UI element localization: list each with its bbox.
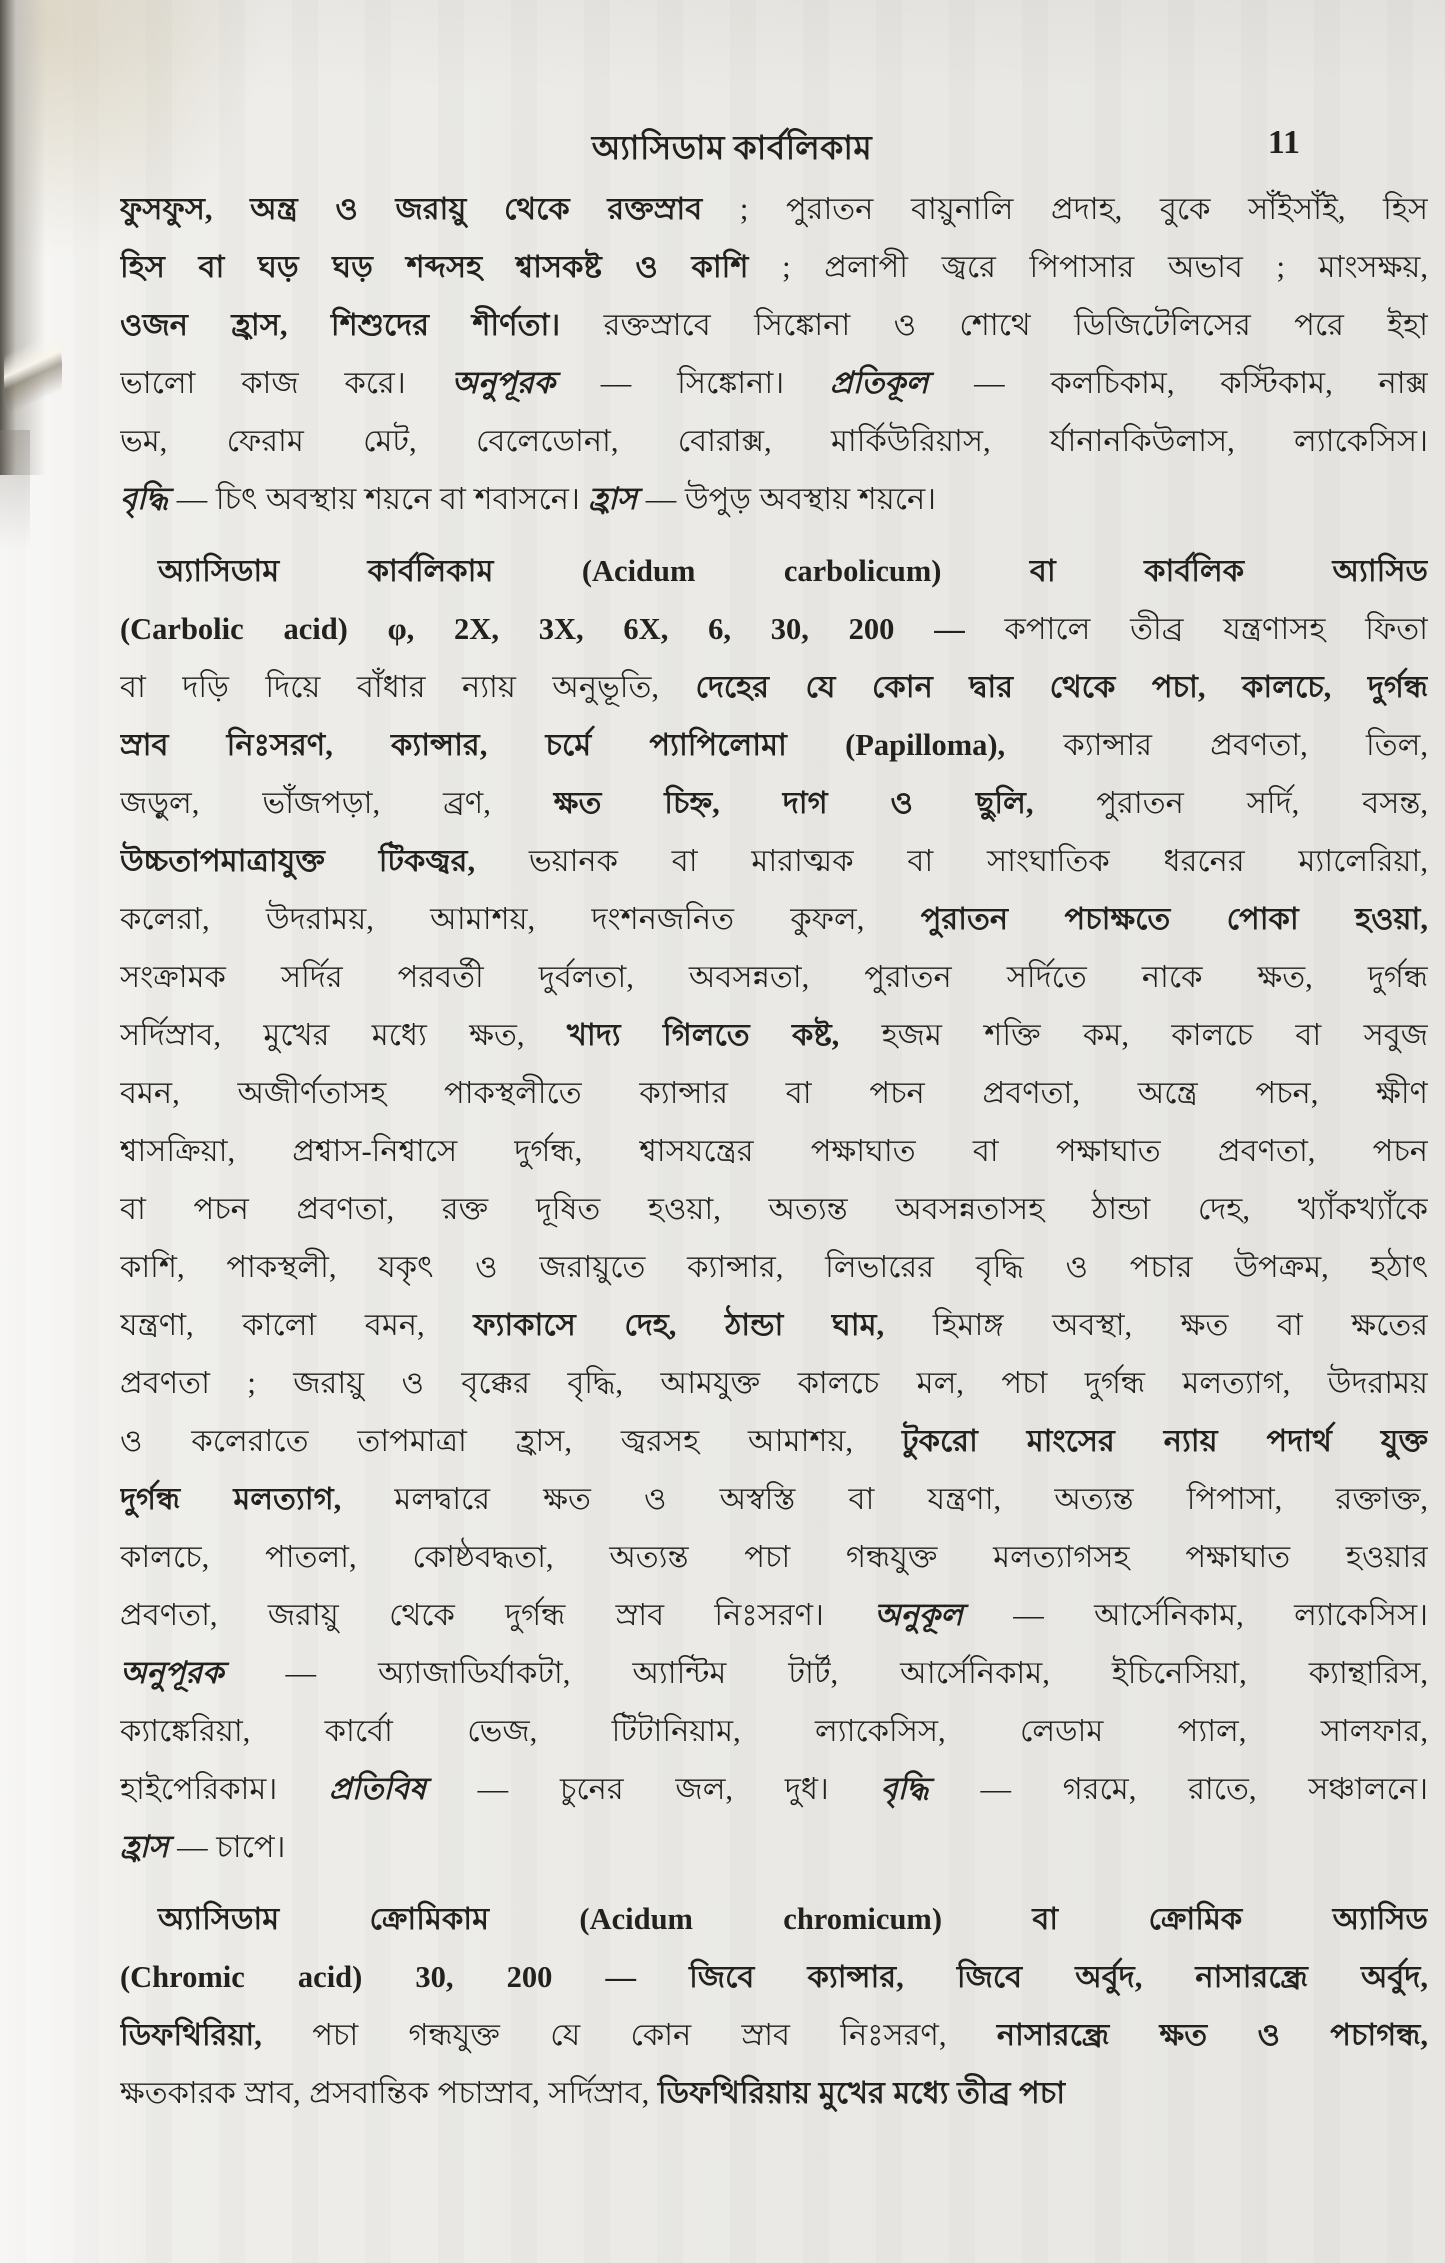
page-crease	[4, 315, 62, 430]
text-segment: ক্যান্সার প্রবণতা, তিল,	[1005, 728, 1428, 762]
text-segment: হিস বা ঘড় ঘড় শব্দসহ শ্বাসকষ্ট ও কাশি	[120, 250, 749, 284]
text-segment: কাশি, পাকস্থলী, যকৃৎ ও জরায়ুতে ক্যান্সার, লিভারের বৃদ্ধি ও পচার উপক্রম, হঠাৎ	[120, 1250, 1428, 1284]
text-segment: ও কলেরাতে তাপমাত্রা হ্রাস, জ্বরসহ আমাশয়,	[120, 1424, 902, 1458]
text-line	[120, 1470, 1428, 1528]
text-line	[120, 180, 1428, 238]
text-segment: সর্দিস্রাব, মুখের মধ্যে ক্ষত,	[120, 1018, 567, 1052]
para-acidum-chromicum	[120, 1890, 1428, 2122]
text-line	[120, 1296, 1428, 1354]
text-segment: ফুসফুস, অন্ত্র ও জরায়ু থেকে রক্তস্রাব	[120, 192, 703, 226]
text-line	[120, 890, 1428, 948]
text-segment: রক্তস্রাবে সিঙ্কোনা ও শোথে ডিজিটেলিসের পরে ইহা	[560, 308, 1428, 342]
text-segment: খাদ্য গিলতে কষ্ট,	[566, 1018, 840, 1052]
text-segment: নাসারন্ধ্রে ক্ষত ও পচাগন্ধ,	[996, 2018, 1428, 2052]
text-line	[120, 1760, 1428, 1818]
text-segment: — সিঙ্কোনা।	[555, 366, 830, 400]
para-acidum-carbolicum-intro	[120, 180, 1428, 528]
text-line	[120, 1122, 1428, 1180]
text-line	[120, 1528, 1428, 1586]
text-line	[120, 716, 1428, 774]
text-line	[120, 832, 1428, 890]
text-segment: জড়ুল, ভাঁজপড়া, ব্রণ,	[120, 786, 554, 820]
text-segment: উচ্চতাপমাত্রাযুক্ত টিকজ্বর,	[120, 844, 476, 878]
text-line	[120, 1006, 1428, 1064]
text-segment: প্রতিবিষ	[329, 1772, 426, 1806]
running-header-title: অ্যাসিডাম কার্বলিকাম	[591, 131, 873, 167]
text-segment: বৃদ্ধি	[120, 482, 169, 516]
text-segment: — উপুড় অবস্থায় শয়নে।	[637, 482, 937, 516]
text-segment: — গরমে, রাতে, সঞ্চালনে।	[928, 1772, 1428, 1806]
running-header	[120, 122, 1428, 176]
text-line	[120, 238, 1428, 296]
text-segment: অ্যাসিডাম কার্বলিকাম (Acidum carbolicum) বা কার্বলিক অ্যাসিড	[158, 554, 1428, 588]
text-segment: — অ্যাজাডির্যাকটা, অ্যান্টিম টার্ট, আর্সেনিকাম, ইচিনেসিয়া, ক্যান্থারিস,	[223, 1656, 1428, 1690]
text-segment: সংক্রামক সর্দির পরবর্তী দুর্বলতা, অবসন্নতা, পুরাতন সর্দিতে নাকে ক্ষত, দুর্গন্ধ	[120, 960, 1428, 994]
text-segment: — আর্সেনিকাম, ল্যাকেসিস।	[962, 1598, 1428, 1632]
text-segment: বা দড়ি দিয়ে বাঁধার ন্যায় অনুভূতি,	[120, 670, 696, 704]
text-segment: (Chromic acid) 30, 200 — জিবে ক্যান্সার, জিবে অর্বুদ, নাসারন্ধ্রে অর্বুদ,	[120, 1960, 1428, 1994]
text-line	[120, 1890, 1428, 1948]
text-line	[120, 1064, 1428, 1122]
text-segment: পচা গন্ধযুক্ত যে কোন স্রাব নিঃসরণ,	[261, 2018, 997, 2052]
text-segment: অনুপূরক	[120, 1656, 224, 1690]
text-segment: শ্বাসক্রিয়া, প্রশ্বাস-নিশ্বাসে দুর্গন্ধ, শ্বাসযন্ত্রের পক্ষাঘাত বা পক্ষাঘাত প্রবণতা, পচন	[120, 1134, 1428, 1168]
text-segment: হ্রাস	[120, 1830, 169, 1864]
text-line	[120, 354, 1428, 412]
text-segment: ভালো কাজ করে।	[120, 366, 452, 400]
text-segment: অনুপূরক	[451, 366, 555, 400]
text-segment: কালচে, পাতলা, কোষ্ঠবদ্ধতা, অত্যন্ত পচা গন্ধযুক্ত মলত্যাগসহ পক্ষাঘাত হওয়ার	[120, 1540, 1428, 1574]
text-segment: ভম, ফেরাম মেট, বেলেডোনা, বোরাক্স, মার্কিউরিয়াস, র্যানানকিউলাস, ল্যাকেসিস।	[120, 424, 1428, 458]
text-segment: হাইপেরিকাম।	[120, 1772, 329, 1806]
text-segment: যন্ত্রণা, কালো বমন,	[120, 1308, 474, 1342]
text-segment: অ্যাসিডাম ক্রোমিকাম (Acidum chromicum) বা ক্রোমিক অ্যাসিড	[158, 1902, 1428, 1936]
text-segment: দেহের যে কোন দ্বার থেকে পচা, কালচে, দুর্গন্ধ	[695, 670, 1428, 704]
text-line	[120, 1586, 1428, 1644]
text-line	[120, 470, 1428, 528]
text-line	[120, 1180, 1428, 1238]
text-segment: বৃদ্ধি	[880, 1772, 929, 1806]
text-line	[120, 412, 1428, 470]
text-segment: ওজন হ্রাস, শিশুদের শীর্ণতা।	[120, 308, 561, 342]
text-line	[120, 542, 1428, 600]
text-line	[120, 2064, 1428, 2122]
text-line	[120, 1948, 1428, 2006]
text-segment: বমন, অজীর্ণতাসহ পাকস্থলীতে ক্যান্সার বা পচন প্রবণতা, অন্ত্রে পচন, ক্ষীণ	[120, 1076, 1428, 1110]
text-segment: ভয়ানক বা মারাত্মক বা সাংঘাতিক ধরনের ম্যালেরিয়া,	[475, 844, 1428, 878]
text-segment: — চিৎ অবস্থায় শয়নে বা শবাসনে।	[168, 482, 589, 516]
text-line	[120, 296, 1428, 354]
text-segment: হ্রাস	[588, 482, 638, 516]
text-segment: ; প্রলাপী জ্বরে পিপাসার অভাব ; মাংসক্ষয়,	[748, 250, 1428, 284]
text-line	[120, 1702, 1428, 1760]
text-line	[120, 658, 1428, 716]
text-block	[120, 180, 1428, 2122]
text-segment: প্রতিকূল	[829, 366, 929, 400]
text-line	[120, 1354, 1428, 1412]
text-segment: টুকরো মাংসের ন্যায় পদার্থ যুক্ত	[901, 1424, 1428, 1458]
text-line	[120, 1818, 1428, 1876]
text-segment: ক্ষত চিহ্ন, দাগ ও ছুলি,	[553, 786, 1034, 820]
text-segment: ডিফথিরিয়া,	[120, 2018, 262, 2052]
text-segment: — কলচিকাম, কস্টিকাম, নাক্স	[928, 366, 1428, 400]
text-segment: — চাপে।	[168, 1830, 286, 1864]
text-segment: পুরাতন পচাক্ষতে পোকা হওয়া,	[920, 902, 1428, 936]
para-acidum-carbolicum-materia	[120, 542, 1428, 1876]
text-segment: ; পুরাতন বায়ুনালি প্রদাহ, বুকে সাঁইসাঁই, হিস	[702, 192, 1428, 226]
text-segment: (Carbolic acid) φ, 2X, 3X, 6X, 6, 30, 200 —	[120, 612, 1005, 646]
text-segment: দুর্গন্ধ মলত্যাগ,	[120, 1482, 342, 1516]
text-line	[120, 600, 1428, 658]
text-line	[120, 1238, 1428, 1296]
text-segment: বা পচন প্রবণতা, রক্ত দূষিত হওয়া, অত্যন্ত অবসন্নতাসহ ঠান্ডা দেহ, খ্যাঁকখ্যাঁকে	[120, 1192, 1428, 1226]
text-segment: প্রবণতা, জরায়ু থেকে দুর্গন্ধ স্রাব নিঃসরণ।	[120, 1598, 875, 1632]
text-segment: ক্ষতকারক স্রাব, প্রসবান্তিক পচাস্রাব, সর্দিস্রাব,	[120, 2076, 658, 2110]
text-line	[120, 948, 1428, 1006]
page-number: 11	[1267, 124, 1300, 161]
text-segment: ক্যাঙ্কেরিয়া, কার্বো ভেজ, টিটানিয়াম, ল্যাকেসিস, লেডাম প্যাল, সালফার,	[120, 1714, 1428, 1748]
text-segment: ফ্যাকাসে দেহ, ঠান্ডা ঘাম,	[473, 1308, 885, 1342]
text-segment: পুরাতন সর্দি, বসন্ত,	[1033, 786, 1428, 820]
text-segment: — চুনের জল, দুধ।	[425, 1772, 881, 1806]
page-edge-fade	[0, 430, 30, 550]
text-segment: কলেরা, উদরাময়, আমাশয়, দংশনজনিত কুফল,	[120, 902, 921, 936]
text-segment: ডিফথিরিয়ায় মুখের মধ্যে তীব্র পচা	[657, 2076, 1066, 2110]
text-line	[120, 774, 1428, 832]
text-segment: কপালে তীব্র যন্ত্রণাসহ ফিতা	[1004, 612, 1428, 646]
text-segment: হিমাঙ্গ অবস্থা, ক্ষত বা ক্ষতের	[884, 1308, 1428, 1342]
text-segment: মলদ্বারে ক্ষত ও অস্বস্তি বা যন্ত্রণা, অত্যন্ত পিপাসা, রক্তাক্ত,	[341, 1482, 1428, 1516]
text-segment: প্রবণতা ; জরায়ু ও বৃক্কের বৃদ্ধি, আমযুক্ত কালচে মল, পচা দুর্গন্ধ মলত্যাগ, উদরাময়	[120, 1366, 1428, 1400]
text-segment: স্রাব নিঃসরণ, ক্যান্সার, চর্মে প্যাপিলোমা (Papilloma),	[120, 728, 1006, 762]
text-segment: অনুকূল	[874, 1598, 963, 1632]
text-segment: হজম শক্তি কম, কালচে বা সবুজ	[839, 1018, 1428, 1052]
text-line	[120, 1644, 1428, 1702]
text-line	[120, 2006, 1428, 2064]
text-line	[120, 1412, 1428, 1470]
